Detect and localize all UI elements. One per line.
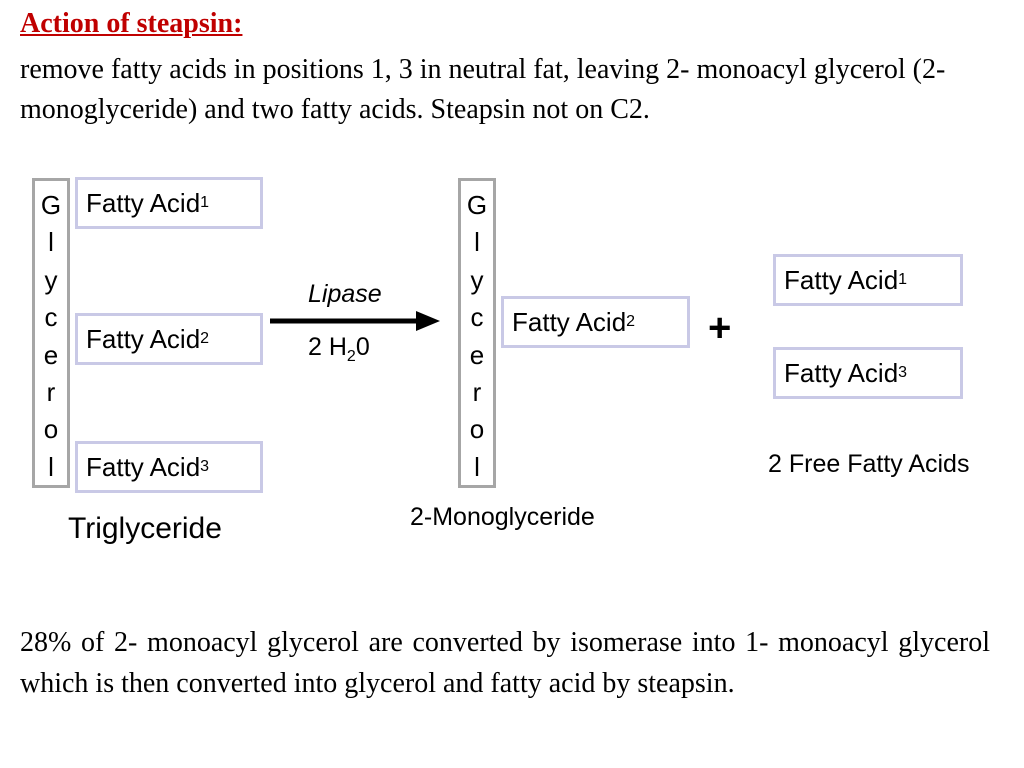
- glycerol-letter: o: [469, 414, 485, 445]
- enzyme-label: Lipase: [308, 280, 382, 308]
- triglyceride-glycerol-box: [32, 178, 70, 488]
- glycerol-letter: r: [472, 377, 482, 408]
- glycerol-letter: c: [44, 302, 58, 333]
- intro-text: remove fatty acids in positions 1, 3 in neutral fat, leaving 2- monoacyl glycerol (2- monoglyceride) and two fatty acids. Steapsin not on C2.: [20, 54, 946, 125]
- slide-title: Action of steapsin:: [20, 8, 243, 39]
- water-label: [308, 333, 370, 366]
- glycerol-letter: G: [466, 190, 488, 220]
- triglyceride-fatty-acid-3: Fatty Acid 3: [75, 441, 263, 493]
- glycerol-letter: l: [48, 227, 54, 258]
- monoglyceride-caption: 2-Monoglyceride: [410, 503, 595, 531]
- fatty-acid-label: Fatty Acid: [86, 323, 201, 354]
- glycerol-letter: c: [470, 302, 484, 333]
- monoglyceride-fatty-acid-2: Fatty Acid 2: [501, 296, 690, 348]
- triglyceride-caption: Triglyceride: [68, 512, 222, 545]
- triglyceride-fatty-acid-2: Fatty Acid 2: [75, 313, 263, 365]
- water-prefix: 2 H: [308, 333, 347, 361]
- glycerol-letter: l: [474, 451, 480, 482]
- footer-text: 28% of 2- monoacyl glycerol are converted by isomerase into 1- monoacyl glycerol which is then converted into glycerol and fatty acid by steapsin.: [20, 627, 990, 699]
- water-subscript: 2: [346, 348, 356, 365]
- fatty-acid-label: Fatty Acid: [86, 451, 201, 482]
- triglyceride-fatty-acid-1: Fatty Acid 1: [75, 177, 263, 229]
- free-fatty-acid-3: Fatty Acid 3: [773, 347, 963, 399]
- fatty-acid-label: Fatty Acid: [784, 264, 899, 295]
- monoglyceride-glycerol-box: [458, 178, 496, 488]
- fatty-acid-label: Fatty Acid: [784, 357, 899, 388]
- glycerol-letter: o: [43, 414, 59, 445]
- glycerol-letter: l: [474, 227, 480, 258]
- fatty-acid-label: Fatty Acid: [512, 306, 627, 337]
- glycerol-letter: y: [44, 264, 58, 295]
- glycerol-letter: y: [470, 264, 484, 295]
- free-fatty-acids-caption: 2 Free Fatty Acids: [768, 450, 970, 478]
- glycerol-letter: G: [40, 190, 62, 220]
- glycerol-letter: e: [469, 339, 485, 370]
- plus-sign: +: [708, 306, 732, 350]
- water-suffix: 0: [355, 333, 370, 361]
- free-fatty-acid-1: Fatty Acid 1: [773, 254, 963, 306]
- glycerol-letter: e: [43, 339, 59, 370]
- glycerol-letter: l: [48, 451, 54, 482]
- glycerol-letter: r: [46, 377, 56, 408]
- reaction-arrow-icon: [270, 308, 445, 334]
- fatty-acid-label: Fatty Acid: [86, 187, 201, 218]
